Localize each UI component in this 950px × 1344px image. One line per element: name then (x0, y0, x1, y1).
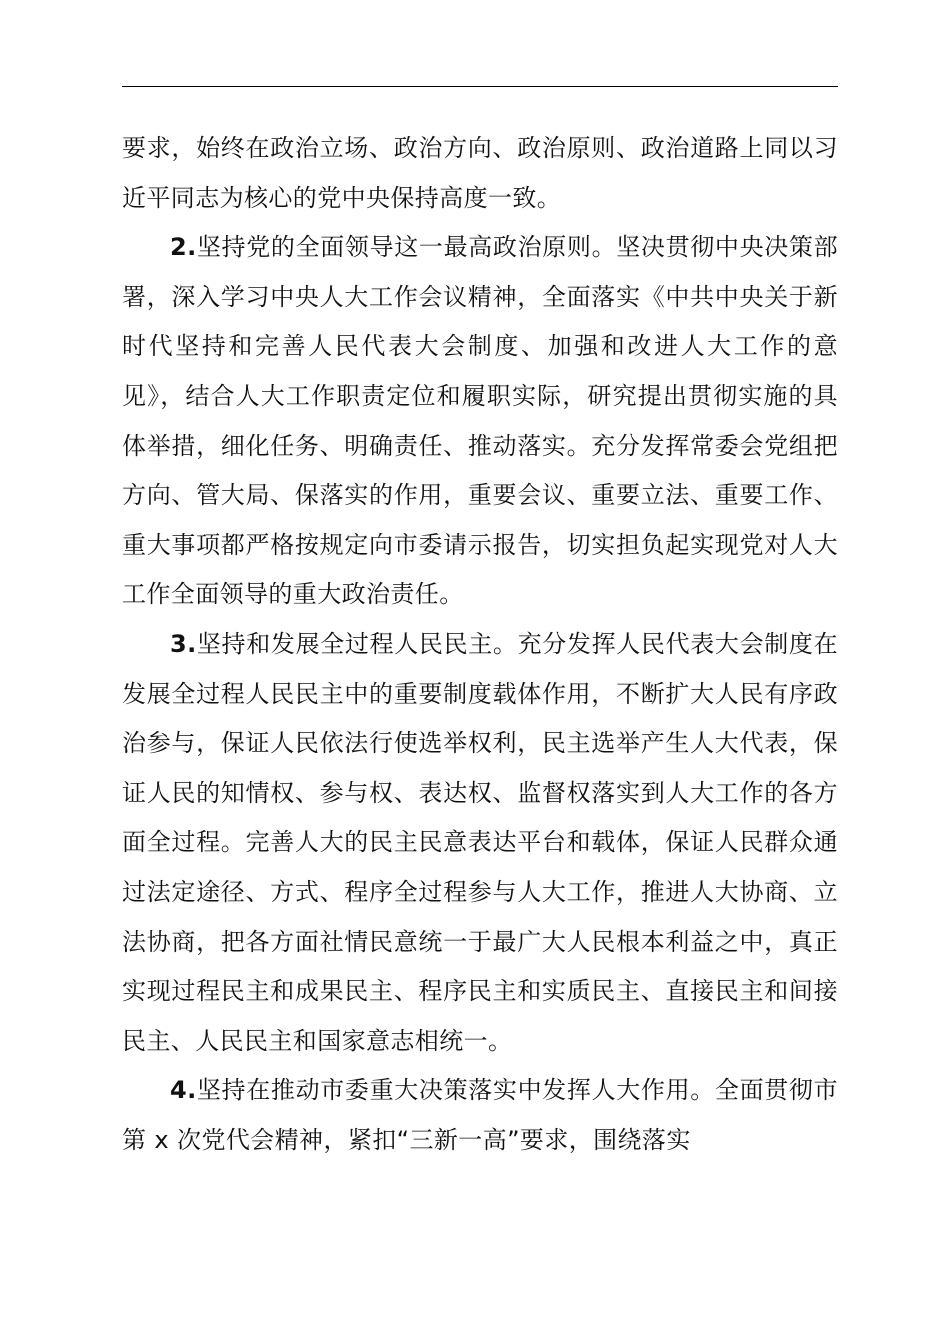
paragraph-3 (122, 620, 838, 1066)
paragraph-number: 4. (170, 1076, 197, 1105)
paragraph-text: 坚持和发展全过程人民民主。充分发挥人民代表大会制度在发展全过程人民民主中的重要制度载体作用，不断扩大人民有序政治参与，保证人民依法行使选举权利，民主选举产生人大代表，保证人民的知情权、参与权、表达权、监督权落实到人大工作的各方面全过程。完善人大的民主民意表达平台和载体，保证人民群众通过法定途径、方式、程序全过程参与人大工作，推进人大协商、立法协商，把各方面社情民意统一于最广大人民根本利益之中，真正实现过程民主和成果民主、程序民主和实质民主、直接民主和间接民主、人民民主和国家意志相统一。 (122, 629, 838, 1055)
paragraph-text: 坚持在推动市委重大决策落实中发挥人大作用。全面贯彻市第 x 次党代会精神，紧扣“三新一高”要求，围绕落实 (122, 1076, 838, 1154)
header-rule (122, 86, 838, 87)
paragraph-4 (122, 1066, 838, 1165)
paragraph-number: 2. (170, 233, 197, 262)
paragraph-number: 3. (170, 629, 197, 658)
document-body (122, 124, 838, 1165)
paragraph-text: 要求，始终在政治立场、政治方向、政治原则、政治道路上同以习近平同志为核心的党中央保持高度一致。 (122, 134, 838, 212)
paragraph-continuation (122, 124, 838, 223)
paragraph-2 (122, 223, 838, 620)
paragraph-text: 坚持党的全面领导这一最高政治原则。坚决贯彻中央决策部署，深入学习中央人大工作会议精神，全面落实《中共中央关于新时代坚持和完善人民代表大会制度、加强和改进人大工作的意见》，结合人大工作职责定位和履职实际，研究提出贯彻实施的具体举措，细化任务、明确责任、推动落实。充分发挥常委会党组把方向、管大局、保落实的作用，重要会议、重要立法、重要工作、重大事项都严格按规定向市委请示报告，切实担负起实现党对人大工作全面领导的重大政治责任。 (122, 233, 838, 609)
